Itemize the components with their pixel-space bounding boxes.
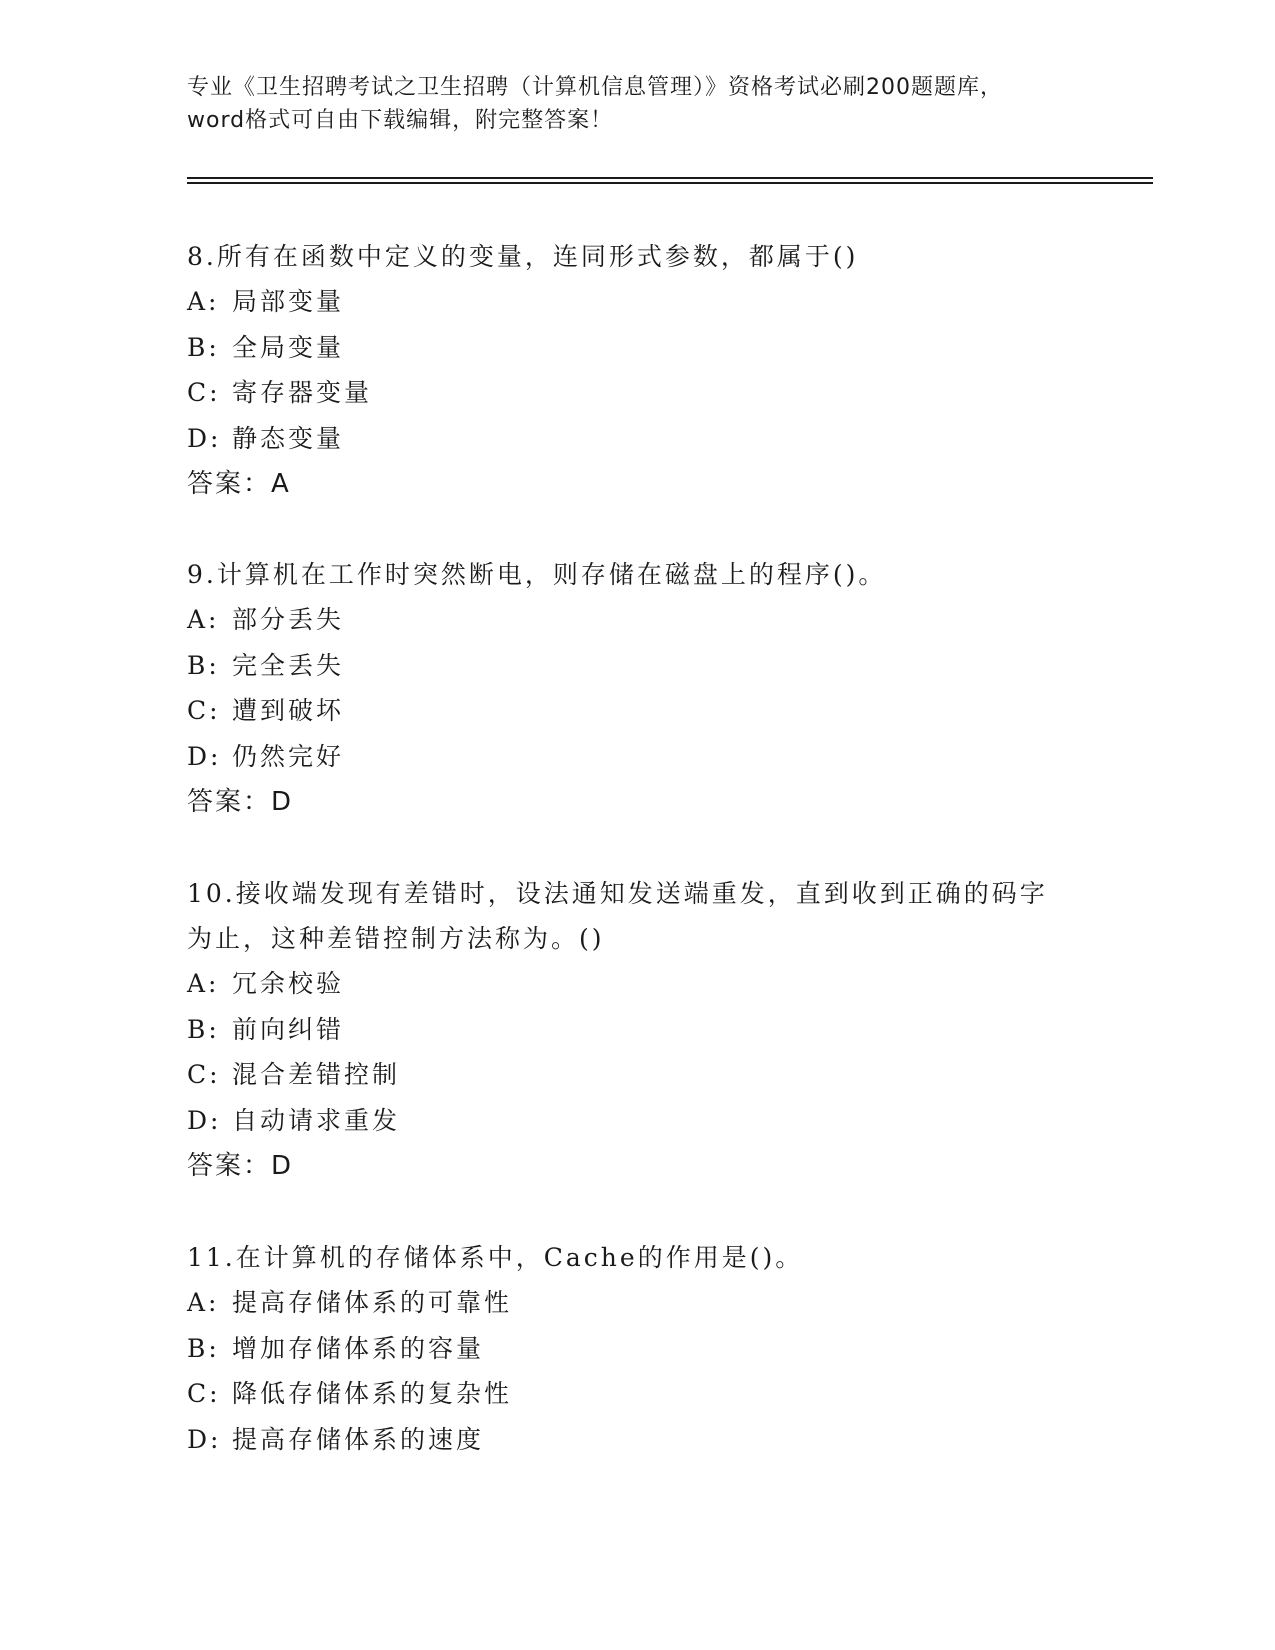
option-d	[187, 734, 1087, 780]
option-c	[187, 688, 1087, 734]
question-8	[187, 234, 1087, 507]
option-letter: C:	[187, 1060, 221, 1089]
header-divider-top	[187, 177, 1153, 179]
option-c	[187, 1052, 1087, 1098]
option-letter: A:	[187, 605, 220, 634]
answer-label: 答案：D	[187, 787, 294, 817]
option-letter: C:	[187, 1379, 221, 1408]
option-letter: A:	[187, 969, 220, 998]
question-stem	[187, 871, 1087, 961]
option-text: 仍然完好	[232, 741, 345, 771]
question-9	[187, 552, 1087, 825]
question-stem	[187, 552, 1087, 597]
option-a	[187, 279, 1087, 325]
question-stem-line: 为止，这种差错控制方法称为。()	[187, 924, 605, 953]
option-letter: D:	[187, 1424, 222, 1454]
option-text: 完全丢失	[232, 650, 345, 680]
option-letter: D:	[187, 741, 222, 771]
option-letter: C:	[187, 696, 221, 725]
option-text: 自动请求重发	[232, 1105, 401, 1135]
option-a	[187, 961, 1087, 1007]
question-stem-line: 11.在计算机的存储体系中，Cache的作用是()。	[187, 1243, 804, 1272]
option-b	[187, 643, 1087, 689]
option-letter: A:	[187, 287, 220, 316]
answer-label: 答案：D	[187, 1151, 294, 1181]
option-b	[187, 1326, 1087, 1372]
option-letter: B:	[187, 1014, 220, 1044]
option-letter: B:	[187, 1333, 220, 1363]
option-c	[187, 1371, 1087, 1417]
option-text: 降低存储体系的复杂性	[232, 1379, 513, 1408]
question-10	[187, 871, 1087, 1189]
option-text: 提高存储体系的可靠性	[232, 1288, 513, 1317]
question-stem-line: 8.所有在函数中定义的变量，连同形式参数，都属于()	[187, 242, 859, 271]
question-stem	[187, 1235, 1087, 1280]
option-c	[187, 370, 1087, 416]
option-letter: B:	[187, 332, 220, 362]
option-text: 提高存储体系的速度	[232, 1424, 485, 1454]
question-stem-line: 10.接收端发现有差错时，设法通知发送端重发，直到收到正确的码字	[187, 879, 1048, 908]
option-text: 局部变量	[232, 287, 345, 316]
option-letter: D:	[187, 1105, 222, 1135]
option-b	[187, 1007, 1087, 1053]
option-d	[187, 416, 1087, 462]
option-letter: D:	[187, 423, 222, 453]
option-letter: A:	[187, 1288, 220, 1317]
option-b	[187, 325, 1087, 371]
option-a	[187, 1280, 1087, 1326]
question-11	[187, 1235, 1087, 1462]
option-letter: B:	[187, 650, 220, 680]
option-text: 增加存储体系的容量	[232, 1333, 485, 1363]
option-text: 静态变量	[232, 423, 345, 453]
option-text: 寄存器变量	[232, 378, 373, 407]
option-text: 遭到破坏	[232, 696, 345, 725]
option-text: 冗余校验	[232, 969, 345, 998]
header-line-2: word格式可自由下载编辑，附完整答案！	[187, 108, 614, 133]
question-stem-line: 9.计算机在工作时突然断电，则存储在磁盘上的程序()。	[187, 560, 887, 589]
option-text: 前向纠错	[232, 1014, 345, 1044]
option-text: 部分丢失	[232, 605, 345, 634]
option-text: 混合差错控制	[232, 1060, 401, 1089]
document-header	[187, 71, 1087, 137]
option-d	[187, 1098, 1087, 1144]
option-d	[187, 1417, 1087, 1463]
option-a	[187, 597, 1087, 643]
header-line-1: 专业《卫生招聘考试之卫生招聘（计算机信息管理）》资格考试必刷200题题库，	[187, 75, 1003, 100]
option-letter: C:	[187, 378, 221, 407]
option-text: 全局变量	[232, 332, 345, 362]
question-stem	[187, 234, 1087, 279]
answer-label: 答案：A	[187, 469, 291, 499]
header-divider-bottom	[187, 182, 1153, 184]
